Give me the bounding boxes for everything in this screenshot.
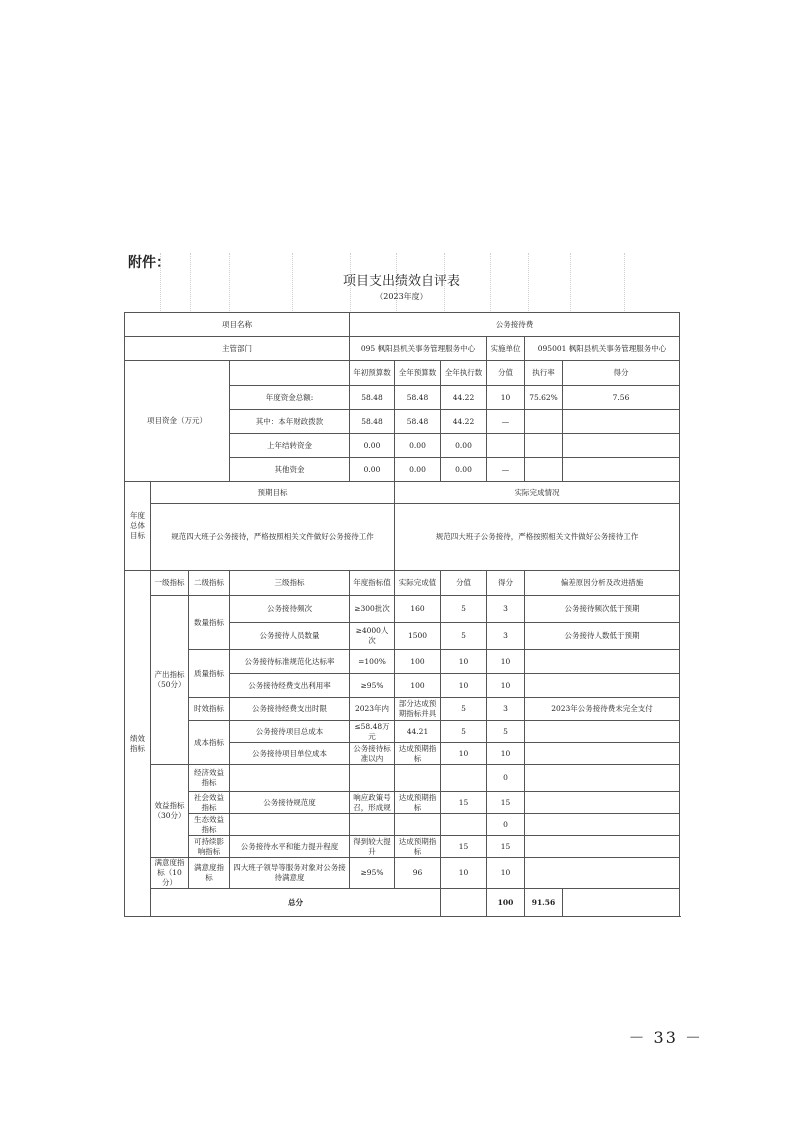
- goal-label: 年度总体目标: [125, 482, 151, 571]
- funds-cell: 58.48: [395, 386, 441, 410]
- actual-value: 部分达成预期指标并具: [395, 698, 441, 721]
- score: 0: [487, 765, 525, 792]
- score: 10: [487, 650, 525, 674]
- target-value: ≥300批次: [350, 596, 395, 623]
- total-note: [563, 889, 680, 917]
- target-value: ≥4000人次: [350, 623, 395, 650]
- expected-goal-text: 规范四大班子公务接待，严格按照相关文件做好公务接待工作: [151, 504, 395, 571]
- indicator-header: 二级指标: [189, 571, 230, 596]
- attachment-label: 附件：: [128, 255, 170, 271]
- deviation-note: [525, 721, 680, 743]
- deviation-note: [525, 743, 680, 765]
- funds-header: 全年预算数: [395, 361, 441, 386]
- target-value: ≤58.48万元: [350, 721, 395, 743]
- score: 10: [487, 674, 525, 698]
- table-row: [125, 814, 680, 836]
- actual-goal-label: 实际完成情况: [395, 482, 680, 504]
- table-row: [125, 858, 680, 889]
- funds-cell: [563, 458, 680, 482]
- table-row: [125, 792, 680, 814]
- max-score: [441, 765, 487, 792]
- funds-cell: —: [487, 410, 525, 434]
- total-max: 100: [487, 889, 525, 917]
- project-name-value: 公务接待费: [350, 313, 680, 337]
- table-row: [125, 650, 680, 674]
- table-row: [125, 596, 680, 623]
- actual-value: 1500: [395, 623, 441, 650]
- l2-economic: 经济效益指标: [189, 765, 230, 792]
- total-blank: [441, 889, 487, 917]
- deviation-note: [525, 814, 680, 836]
- actual-value: 100: [395, 674, 441, 698]
- max-score: 15: [441, 792, 487, 814]
- score: 3: [487, 596, 525, 623]
- funds-cell: 0.00: [441, 458, 487, 482]
- score: 0: [487, 814, 525, 836]
- funds-cell: 58.48: [350, 410, 395, 434]
- l2-quality: 质量指标: [189, 650, 230, 698]
- actual-value: 96: [395, 858, 441, 889]
- l3-name: 公务接待经费支出时限: [230, 698, 350, 721]
- table-row: [125, 698, 680, 721]
- l2-quantity: 数量指标: [189, 596, 230, 650]
- max-score: 5: [441, 596, 487, 623]
- funds-cell: 0.00: [350, 458, 395, 482]
- year-subtitle: （2023年度）: [375, 292, 428, 301]
- funds-cell: 75.62%: [525, 386, 563, 410]
- max-score: 10: [441, 858, 487, 889]
- indicator-header: 实际完成值: [395, 571, 441, 596]
- page-title: 项目支出绩效自评表: [342, 274, 460, 289]
- funds-cell: 0.00: [395, 458, 441, 482]
- indicator-header: 偏差原因分析及改进措施: [525, 571, 680, 596]
- max-score: 10: [441, 650, 487, 674]
- score: 3: [487, 698, 525, 721]
- indicator-header: 得分: [487, 571, 525, 596]
- actual-value: [395, 814, 441, 836]
- funds-cell: [525, 410, 563, 434]
- target-value: ≥95%: [350, 858, 395, 889]
- actual-value: 达成预期指标: [395, 743, 441, 765]
- l3-name: 公务接待项目单位成本: [230, 743, 350, 765]
- deviation-note: [525, 836, 680, 858]
- funds-cell: [563, 410, 680, 434]
- indicator-header: 一级指标: [151, 571, 189, 596]
- total-row: [125, 889, 680, 917]
- actual-value: 达成预期指标: [395, 792, 441, 814]
- l3-name: 公务接待项目总成本: [230, 721, 350, 743]
- score: 15: [487, 792, 525, 814]
- funds-header: 执行率: [525, 361, 563, 386]
- indicator-header: 三级指标: [230, 571, 350, 596]
- funds-cell: 44.22: [441, 410, 487, 434]
- expected-goal-label: 预期目标: [151, 482, 395, 504]
- max-score: 10: [441, 743, 487, 765]
- funds-row-label: 其中：本年财政拨款: [230, 410, 350, 434]
- max-score: 5: [441, 721, 487, 743]
- evaluation-table: [124, 312, 680, 917]
- funds-header: 得分: [563, 361, 680, 386]
- target-value: [350, 765, 395, 792]
- funds-cell: 7.56: [563, 386, 680, 410]
- indicator-header: 分值: [441, 571, 487, 596]
- funds-row-label: 年度资金总额:: [230, 386, 350, 410]
- indicator-header: 年度指标值: [350, 571, 395, 596]
- l3-name: 四大班子领导等服务对象对公务接待满意度: [230, 858, 350, 889]
- deviation-note: [525, 858, 680, 889]
- score: 10: [487, 743, 525, 765]
- l3-name: 公务接待规范度: [230, 792, 350, 814]
- funds-cell: 0.00: [441, 434, 487, 458]
- funds-cell: [525, 434, 563, 458]
- actual-value: 达成预期指标: [395, 836, 441, 858]
- l3-name: 公务接待人员数量: [230, 623, 350, 650]
- target-value: 公务接待标准以内: [350, 743, 395, 765]
- funds-header-blank: [230, 361, 350, 386]
- funds-header: 全年执行数: [441, 361, 487, 386]
- page-number: － 33 －: [628, 1028, 703, 1047]
- funds-cell: 58.48: [350, 386, 395, 410]
- deviation-note: 公务接待频次低于预期: [525, 596, 680, 623]
- l2-social: 社会效益指标: [189, 792, 230, 814]
- deviation-note: 2023年公务接待费未完全支付: [525, 698, 680, 721]
- actual-value: 44.21: [395, 721, 441, 743]
- l3-name: 公务接待频次: [230, 596, 350, 623]
- deviation-note: [525, 650, 680, 674]
- target-value: 响应政策号召，形成规: [350, 792, 395, 814]
- actual-value: 100: [395, 650, 441, 674]
- target-value: 得到较大提升: [350, 836, 395, 858]
- deviation-note: [525, 792, 680, 814]
- funds-cell: 10: [487, 386, 525, 410]
- actual-value: 160: [395, 596, 441, 623]
- project-name-label: 项目名称: [125, 313, 350, 337]
- funds-cell: [563, 434, 680, 458]
- max-score: 15: [441, 836, 487, 858]
- funds-row-label: 其他资金: [230, 458, 350, 482]
- dept-label: 主管部门: [125, 337, 350, 361]
- funds-label: 项目资金（万元）: [125, 361, 230, 482]
- table-row: [125, 721, 680, 743]
- l3-name: [230, 765, 350, 792]
- dept-value: 095 枫阳县机关事务管理服务中心: [350, 337, 487, 361]
- funds-cell: —: [487, 458, 525, 482]
- funds-cell: 58.48: [395, 410, 441, 434]
- target-value: ≥95%: [350, 674, 395, 698]
- target-value: 2023年内: [350, 698, 395, 721]
- funds-header: 分值: [487, 361, 525, 386]
- impl-value: 095001 枫阳县机关事务管理服务中心: [525, 337, 680, 361]
- indicators-label: 绩效指标: [125, 571, 151, 917]
- l2-timeliness: 时效指标: [189, 698, 230, 721]
- score: 5: [487, 721, 525, 743]
- deviation-note: 公务接待人数低于预期: [525, 623, 680, 650]
- max-score: 10: [441, 674, 487, 698]
- l1-benefit: 效益指标（30分）: [151, 765, 189, 858]
- funds-row-label: 上年结转资金: [230, 434, 350, 458]
- target-value: [350, 814, 395, 836]
- actual-goal-text: 规范四大班子公务接待，严格按照相关文件做好公务接待工作: [395, 504, 680, 571]
- score: 10: [487, 858, 525, 889]
- l2-ecological: 生态效益指标: [189, 814, 230, 836]
- l2-sustainable: 可持续影响指标: [189, 836, 230, 858]
- total-label: 总分: [151, 889, 441, 917]
- funds-cell: 0.00: [350, 434, 395, 458]
- actual-value: [395, 765, 441, 792]
- deviation-note: [525, 674, 680, 698]
- total-score: 91.56: [525, 889, 563, 917]
- table-row: [125, 765, 680, 792]
- funds-cell: [487, 434, 525, 458]
- l2-cost: 成本指标: [189, 721, 230, 765]
- max-score: 5: [441, 698, 487, 721]
- max-score: [441, 814, 487, 836]
- deviation-note: [525, 765, 680, 792]
- l3-name: 公务接待水平和能力提升程度: [230, 836, 350, 858]
- evaluation-sheet: [124, 253, 679, 923]
- l3-name: 公务接待经费支出利用率: [230, 674, 350, 698]
- table-row: [125, 836, 680, 858]
- score: 15: [487, 836, 525, 858]
- l1-satisfaction: 满意度指标（10分）: [151, 858, 189, 889]
- funds-cell: [525, 458, 563, 482]
- max-score: 5: [441, 623, 487, 650]
- funds-cell: 44.22: [441, 386, 487, 410]
- impl-label: 实施单位: [487, 337, 525, 361]
- l3-name: [230, 814, 350, 836]
- target-value: =100%: [350, 650, 395, 674]
- l1-output: 产出指标（50分）: [151, 596, 189, 765]
- l3-name: 公务接待标准规范化达标率: [230, 650, 350, 674]
- funds-cell: 0.00: [395, 434, 441, 458]
- score: 3: [487, 623, 525, 650]
- funds-header: 年初预算数: [350, 361, 395, 386]
- l2-satisfaction: 满意度指标: [189, 858, 230, 889]
